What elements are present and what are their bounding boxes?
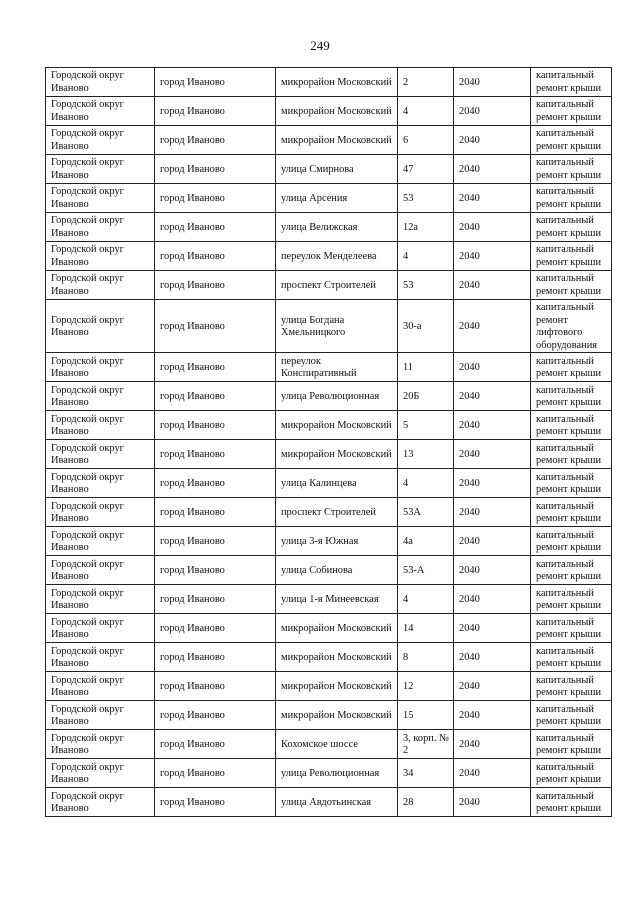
cell-city: город Иваново [155, 68, 276, 97]
cell-work-type: капитальный ремонт крыши [531, 411, 612, 440]
cell-house-number: 4 [398, 469, 454, 498]
cell-street: микрорайон Московский [276, 97, 398, 126]
cell-district: Городской округ Иваново [46, 498, 155, 527]
cell-city: город Иваново [155, 242, 276, 271]
table-row [46, 353, 612, 382]
table-row [46, 498, 612, 527]
cell-house-number: 2 [398, 68, 454, 97]
cell-house-number: 5 [398, 411, 454, 440]
cell-street: улица Авдотьинская [276, 788, 398, 817]
table-row [46, 643, 612, 672]
cell-work-type: капитальный ремонт крыши [531, 701, 612, 730]
cell-district: Городской округ Иваново [46, 469, 155, 498]
cell-street: переулок Менделеева [276, 242, 398, 271]
cell-city: город Иваново [155, 411, 276, 440]
table-row [46, 184, 612, 213]
cell-house-number: 53 [398, 184, 454, 213]
cell-year: 2040 [454, 788, 531, 817]
cell-city: город Иваново [155, 300, 276, 353]
cell-street: микрорайон Московский [276, 411, 398, 440]
cell-house-number: 4 [398, 97, 454, 126]
table-row [46, 440, 612, 469]
cell-house-number: 8 [398, 643, 454, 672]
cell-work-type: капитальный ремонт крыши [531, 155, 612, 184]
cell-city: город Иваново [155, 353, 276, 382]
table-row [46, 68, 612, 97]
cell-work-type: капитальный ремонт крыши [531, 759, 612, 788]
cell-district: Городской округ Иваново [46, 788, 155, 817]
table-row [46, 382, 612, 411]
cell-street: улица Арсения [276, 184, 398, 213]
cell-work-type: капитальный ремонт крыши [531, 184, 612, 213]
cell-street: улица Революционная [276, 382, 398, 411]
table-row [46, 155, 612, 184]
cell-street: улица Богдана Хмельницкого [276, 300, 398, 353]
cell-house-number: 14 [398, 614, 454, 643]
cell-district: Городской округ Иваново [46, 672, 155, 701]
cell-city: город Иваново [155, 97, 276, 126]
cell-district: Городской округ Иваново [46, 759, 155, 788]
table-row [46, 97, 612, 126]
cell-district: Городской округ Иваново [46, 126, 155, 155]
cell-year: 2040 [454, 527, 531, 556]
cell-city: город Иваново [155, 469, 276, 498]
cell-city: город Иваново [155, 126, 276, 155]
cell-work-type: капитальный ремонт крыши [531, 353, 612, 382]
table-row [46, 730, 612, 759]
cell-street: микрорайон Московский [276, 672, 398, 701]
cell-street: улица Велижская [276, 213, 398, 242]
cell-city: город Иваново [155, 759, 276, 788]
cell-work-type: капитальный ремонт крыши [531, 213, 612, 242]
cell-city: город Иваново [155, 643, 276, 672]
cell-year: 2040 [454, 184, 531, 213]
table-row [46, 672, 612, 701]
cell-district: Городской округ Иваново [46, 585, 155, 614]
cell-house-number: 20Б [398, 382, 454, 411]
table-row [46, 469, 612, 498]
cell-house-number: 30-а [398, 300, 454, 353]
cell-year: 2040 [454, 382, 531, 411]
cell-district: Городской округ Иваново [46, 730, 155, 759]
repair-schedule-table [45, 67, 612, 817]
cell-city: город Иваново [155, 556, 276, 585]
cell-work-type: капитальный ремонт крыши [531, 271, 612, 300]
cell-house-number: 53 [398, 271, 454, 300]
table-row [46, 556, 612, 585]
cell-city: город Иваново [155, 527, 276, 556]
cell-city: город Иваново [155, 730, 276, 759]
cell-work-type: капитальный ремонт крыши [531, 440, 612, 469]
cell-house-number: 12а [398, 213, 454, 242]
cell-year: 2040 [454, 126, 531, 155]
cell-work-type: капитальный ремонт крыши [531, 126, 612, 155]
cell-house-number: 47 [398, 155, 454, 184]
cell-work-type: капитальный ремонт крыши [531, 382, 612, 411]
cell-work-type: капитальный ремонт крыши [531, 498, 612, 527]
cell-city: город Иваново [155, 701, 276, 730]
cell-district: Городской округ Иваново [46, 213, 155, 242]
cell-work-type: капитальный ремонт крыши [531, 469, 612, 498]
cell-work-type: капитальный ремонт крыши [531, 527, 612, 556]
cell-city: город Иваново [155, 788, 276, 817]
cell-year: 2040 [454, 155, 531, 184]
cell-house-number: 34 [398, 759, 454, 788]
table-row [46, 701, 612, 730]
cell-street: микрорайон Московский [276, 643, 398, 672]
cell-city: город Иваново [155, 271, 276, 300]
cell-house-number: 4 [398, 585, 454, 614]
cell-city: город Иваново [155, 155, 276, 184]
cell-street: улица Смирнова [276, 155, 398, 184]
cell-work-type: капитальный ремонт крыши [531, 643, 612, 672]
cell-year: 2040 [454, 242, 531, 271]
cell-year: 2040 [454, 556, 531, 585]
table-row [46, 411, 612, 440]
cell-house-number: 53-А [398, 556, 454, 585]
cell-city: город Иваново [155, 382, 276, 411]
cell-year: 2040 [454, 672, 531, 701]
table-body [46, 68, 612, 817]
cell-district: Городской округ Иваново [46, 68, 155, 97]
page-number: 249 [310, 38, 330, 53]
cell-street: микрорайон Московский [276, 614, 398, 643]
cell-city: город Иваново [155, 498, 276, 527]
cell-year: 2040 [454, 411, 531, 440]
cell-district: Городской округ Иваново [46, 155, 155, 184]
cell-house-number: 4а [398, 527, 454, 556]
cell-district: Городской округ Иваново [46, 353, 155, 382]
cell-house-number: 4 [398, 242, 454, 271]
cell-district: Городской округ Иваново [46, 382, 155, 411]
cell-district: Городской округ Иваново [46, 527, 155, 556]
cell-street: микрорайон Московский [276, 440, 398, 469]
cell-city: город Иваново [155, 672, 276, 701]
cell-house-number: 15 [398, 701, 454, 730]
cell-street: проспект Строителей [276, 271, 398, 300]
cell-street: микрорайон Московский [276, 68, 398, 97]
cell-street: улица Собинова [276, 556, 398, 585]
cell-house-number: 6 [398, 126, 454, 155]
cell-street: Кохомское шоссе [276, 730, 398, 759]
cell-district: Городской округ Иваново [46, 643, 155, 672]
cell-district: Городской округ Иваново [46, 184, 155, 213]
cell-district: Городской округ Иваново [46, 97, 155, 126]
table-row [46, 126, 612, 155]
cell-house-number: 12 [398, 672, 454, 701]
cell-work-type: капитальный ремонт крыши [531, 614, 612, 643]
table-row [46, 271, 612, 300]
cell-city: город Иваново [155, 614, 276, 643]
table-row [46, 527, 612, 556]
cell-city: город Иваново [155, 585, 276, 614]
cell-year: 2040 [454, 213, 531, 242]
cell-work-type: капитальный ремонт крыши [531, 556, 612, 585]
cell-district: Городской округ Иваново [46, 300, 155, 353]
cell-work-type: капитальный ремонт крыши [531, 585, 612, 614]
table-row [46, 213, 612, 242]
cell-city: город Иваново [155, 213, 276, 242]
cell-year: 2040 [454, 759, 531, 788]
cell-year: 2040 [454, 440, 531, 469]
cell-year: 2040 [454, 585, 531, 614]
cell-house-number: 28 [398, 788, 454, 817]
cell-street: улица Калинцева [276, 469, 398, 498]
cell-work-type: капитальный ремонт крыши [531, 788, 612, 817]
cell-district: Городской округ Иваново [46, 411, 155, 440]
cell-house-number: 11 [398, 353, 454, 382]
cell-year: 2040 [454, 730, 531, 759]
table-row [46, 788, 612, 817]
cell-year: 2040 [454, 701, 531, 730]
cell-city: город Иваново [155, 184, 276, 213]
cell-year: 2040 [454, 469, 531, 498]
cell-year: 2040 [454, 97, 531, 126]
table-row [46, 300, 612, 353]
cell-district: Городской округ Иваново [46, 440, 155, 469]
cell-year: 2040 [454, 498, 531, 527]
cell-street: микрорайон Московский [276, 701, 398, 730]
cell-year: 2040 [454, 614, 531, 643]
table-row [46, 759, 612, 788]
cell-work-type: капитальный ремонт крыши [531, 730, 612, 759]
cell-city: город Иваново [155, 440, 276, 469]
cell-year: 2040 [454, 68, 531, 97]
cell-work-type: капитальный ремонт крыши [531, 672, 612, 701]
cell-house-number: 3, корп. № 2 [398, 730, 454, 759]
cell-district: Городской округ Иваново [46, 271, 155, 300]
cell-street: улица 3-я Южная [276, 527, 398, 556]
cell-street: улица 1-я Минеевская [276, 585, 398, 614]
cell-street: проспект Строителей [276, 498, 398, 527]
cell-district: Городской округ Иваново [46, 614, 155, 643]
cell-street: микрорайон Московский [276, 126, 398, 155]
cell-work-type: капитальный ремонт крыши [531, 242, 612, 271]
cell-work-type: капитальный ремонт крыши [531, 68, 612, 97]
table-row [46, 242, 612, 271]
cell-year: 2040 [454, 300, 531, 353]
cell-district: Городской округ Иваново [46, 556, 155, 585]
cell-street: улица Революционная [276, 759, 398, 788]
cell-year: 2040 [454, 353, 531, 382]
cell-work-type: капитальный ремонт лифтового оборудования [531, 300, 612, 353]
cell-house-number: 13 [398, 440, 454, 469]
table-row [46, 585, 612, 614]
cell-year: 2040 [454, 643, 531, 672]
cell-district: Городской округ Иваново [46, 701, 155, 730]
cell-district: Городской округ Иваново [46, 242, 155, 271]
table-row [46, 614, 612, 643]
cell-work-type: капитальный ремонт крыши [531, 97, 612, 126]
cell-year: 2040 [454, 271, 531, 300]
cell-house-number: 53А [398, 498, 454, 527]
cell-street: переулок Конспиративный [276, 353, 398, 382]
